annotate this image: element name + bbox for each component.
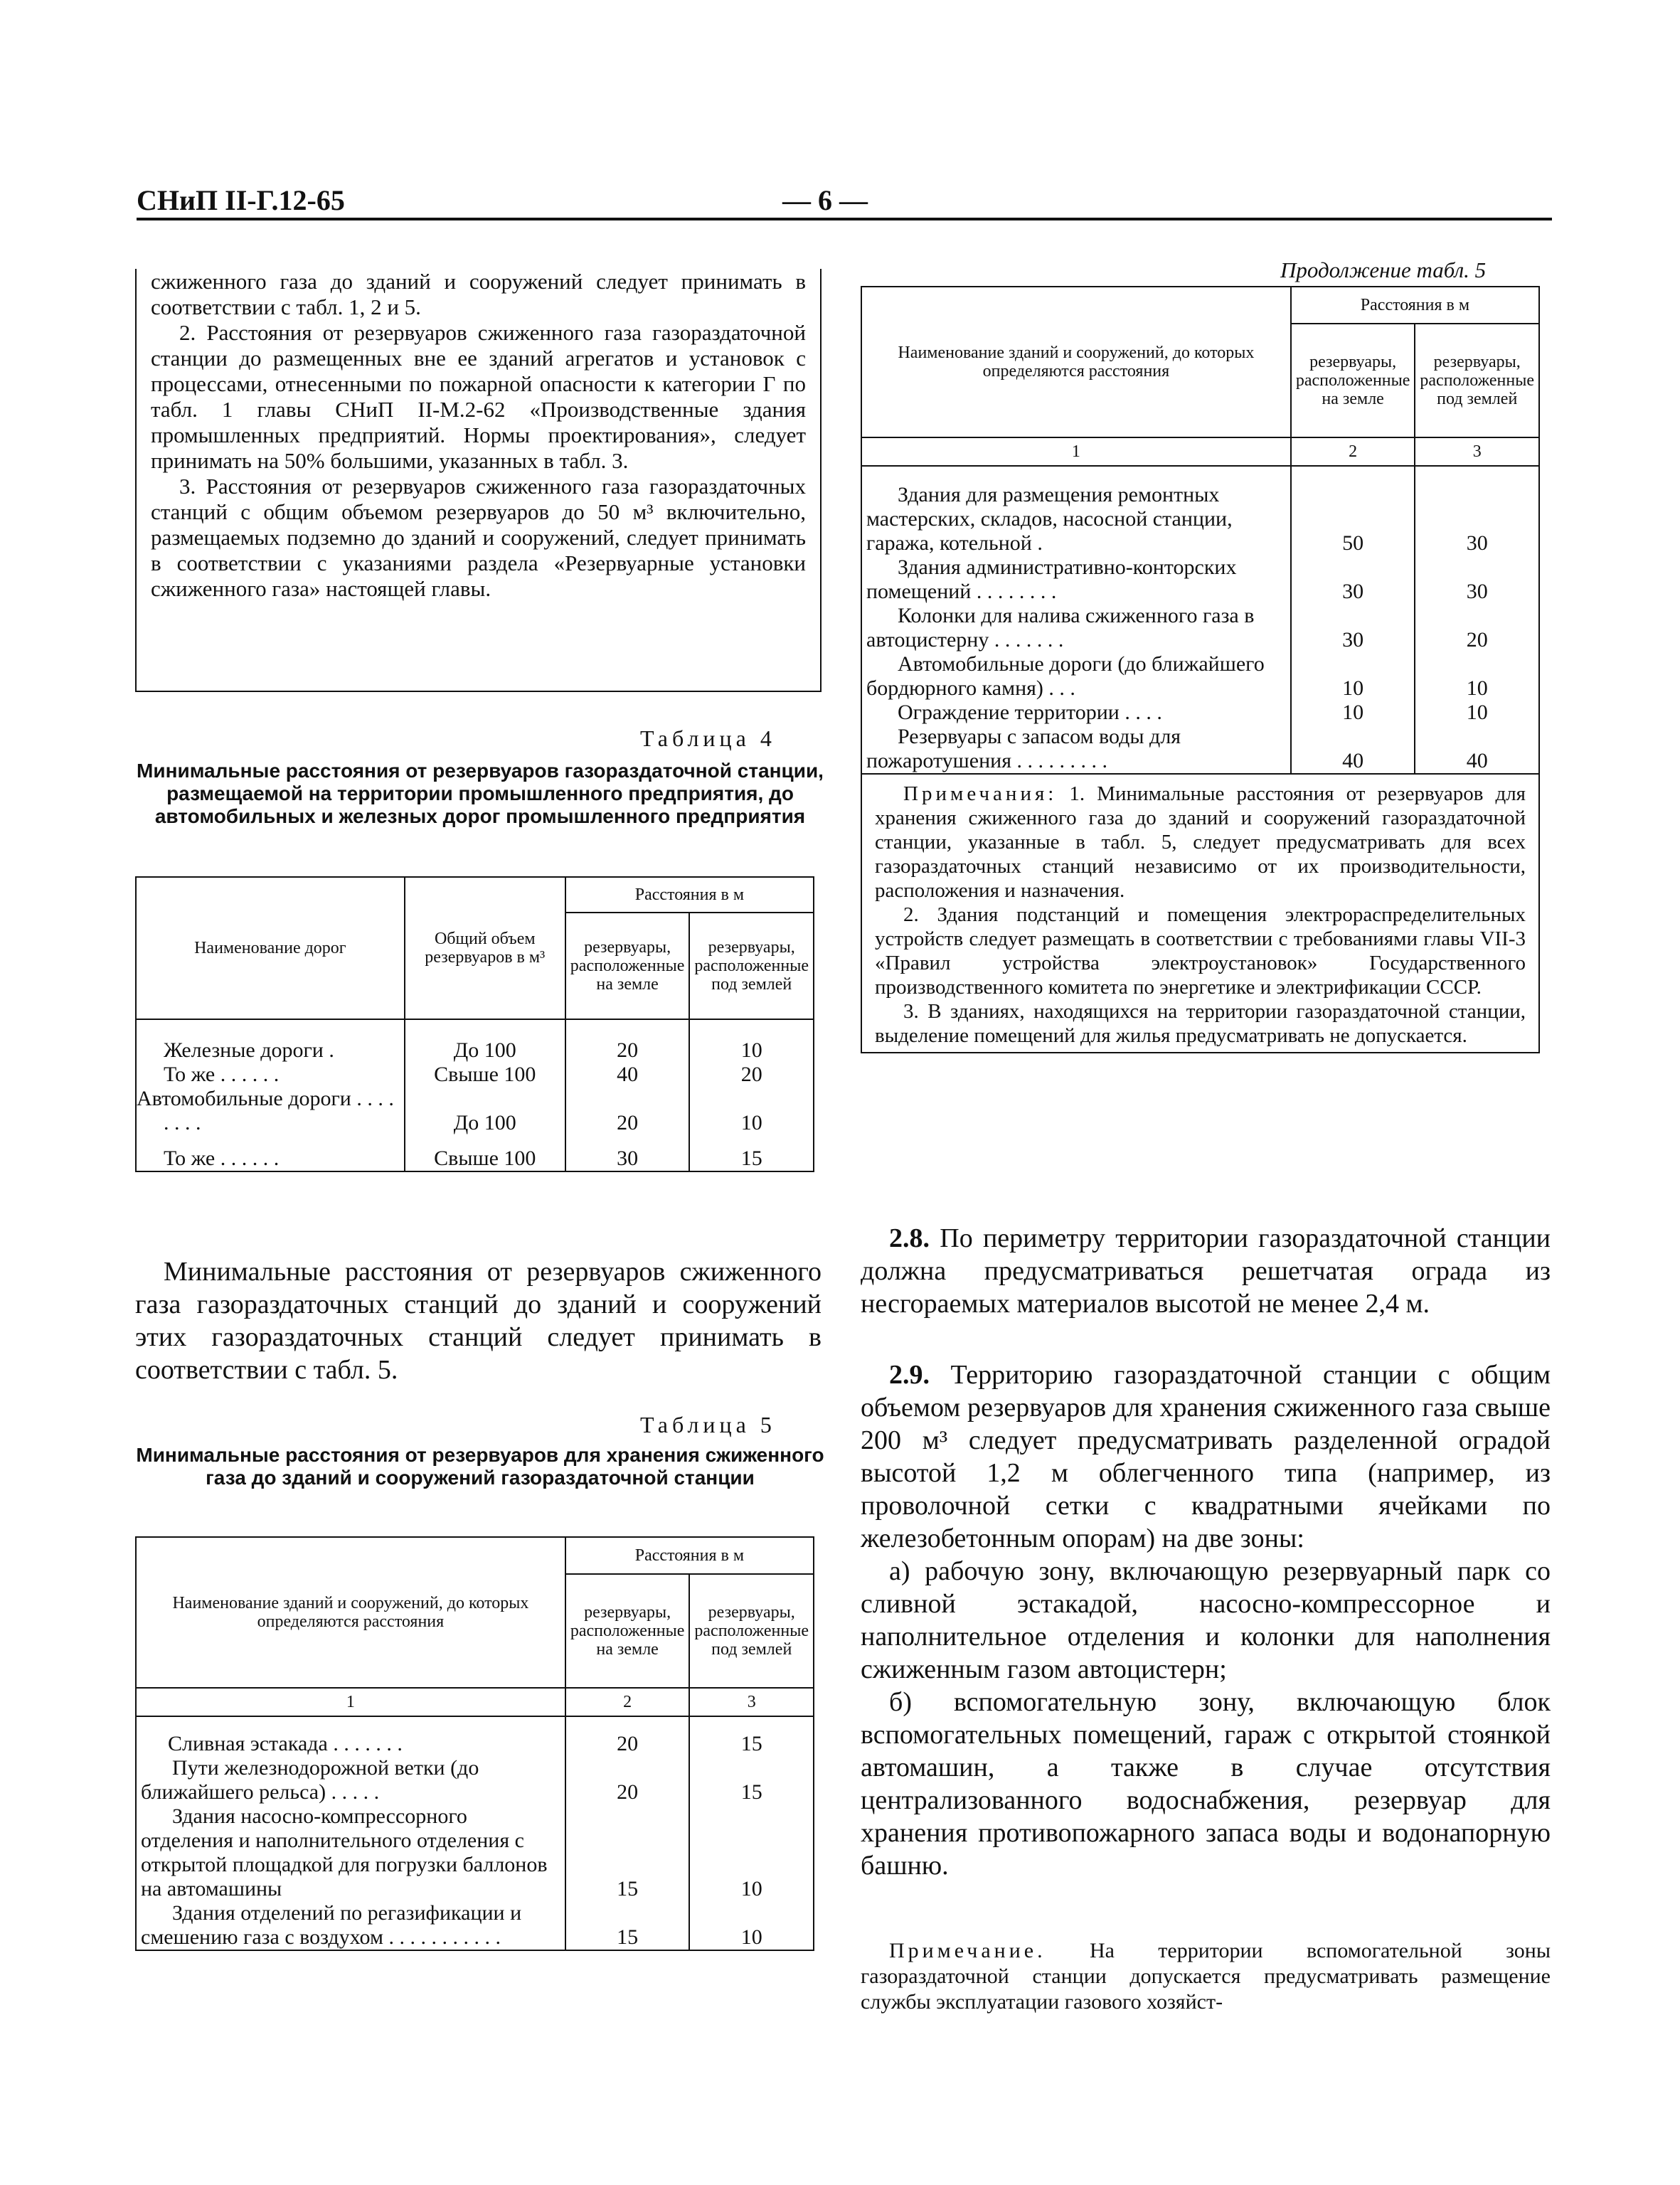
table5-colnum-2: 2 [565,1688,690,1716]
table5-header-group: Расстояния в м [565,1537,814,1574]
table5-note-2: 2. Здания подстанций и помещения электрораспределительных устройств следует размещать в соответствии с требованиями главы VII-3 «Правил устройства электроустановок» Государственного производственного комитета по энергетике и электрификации СССР. [875,903,1526,999]
table5-cell-name: Колонки для налива сжиженного газа в автоцистерну . . . . . . . [861,604,1291,652]
table5-title: Минимальные расстояния от резервуаров для хранения сжиженного газа до зданий и сооружений газораздаточной станции [136,1444,824,1489]
table-row [136,1019,814,1063]
table5-header-below: резервуары, расположенные под землей [1415,324,1539,437]
table4-cell-volume: Свыше 100 [405,1135,565,1171]
table5-cell-above: 30 [1291,555,1415,604]
table5-cell-above: 50 [1291,466,1415,555]
table5-cell-below: 20 [1415,604,1539,652]
table4-header-above: резервуары, расположенные на земле [565,913,690,1019]
paragraph-text: Минимальные расстояния от резервуаров сжиженного газа газораздаточных станций до зданий и сооружений этих газораздаточных станций следует принимать в соответствии с табл. 5. [135,1257,822,1385]
section-item-b: б) вспомогательную зону, включающую блок вспомогательных помещений, гараж с открытой стоянкой автомашин, а также в случае отсутствия централизованного водоснабжения, резервуар для хранения противопожарного запаса воды и водонапорную башню. [861,1687,1551,1881]
table5-header-above: резервуары, расположенные на земле [1291,324,1415,437]
table4-cell-above: 40 [565,1063,690,1087]
table-row [136,1087,814,1135]
table4-header-below: резервуары, расположенные под землей [689,913,814,1019]
table5-cell-below: 15 [689,1756,814,1804]
table4-cell-volume: Свыше 100 [405,1063,565,1087]
table5-cell-name: Здания административно-конторских помещений . . . . . . . . [861,555,1291,604]
note-3: 3. Расстояния от резервуаров сжиженного газа газораздаточных станций с общим объемом резервуаров до 50 м³ включительно, размещаемых подземно до зданий и сооружений, следует принимать в соответствии с указаниями раздела «Резервуарные установки сжиженного газа» настоящей главы. [151,474,806,601]
table4-header-volume: Общий объем резервуаров в м³ [405,877,565,1019]
table5-note-3: 3. В зданиях, находящихся на территории газораздаточной станции, выделение помещений для жилья предусматривать не допускается. [875,1000,1526,1047]
table4-header-name: Наименование дорог [136,877,405,1019]
table5-cell-below: 40 [1415,725,1539,774]
table5-cell-name: Пути железнодорожной ветки (до ближайшего рельса) . . . . . [136,1756,565,1804]
table5-header-name: Наименование зданий и сооружений, до которых определяются расстояния [861,287,1291,437]
table5-cell-above: 30 [1291,604,1415,652]
table5-cell-below: 15 [689,1716,814,1756]
header-rule [137,218,1552,220]
table5-notes [861,774,1539,1053]
section-number: 2.8. [889,1223,930,1253]
table5-cell-above: 15 [565,1804,690,1901]
table5-colnum-2: 2 [1291,437,1415,466]
table5-cell-below: 10 [1415,701,1539,725]
table4-cell-name: Автомобильные дороги . . . . . . . . [136,1087,405,1135]
table4-cell-below: 20 [689,1063,814,1087]
table-row [861,701,1539,725]
table5-colnum-3: 3 [1415,437,1539,466]
table5-cell-name: Сливная эстакада . . . . . . . [136,1716,565,1756]
note-2: 2. Расстояния от резервуаров сжиженного газа газораздаточной станции до размещенных вне ее зданий агрегатов и установок с процессами, отнесенными по пожарной опасности к категории Г по табл. 1 главы СНиП II-М.2-62 «Производственные здания промышленных предприятий. Нормы проектирования», следует принимать на 50% большими, указанных в табл. 3. [151,320,806,473]
table-row [136,1901,814,1950]
notes-continuation [135,269,822,692]
table-row [136,1804,814,1901]
table4-title: Минимальные расстояния от резервуаров газораздаточной станции, размещаемой на территории промышленного предприятия, до автомобильных и железных дорог промышленного предприятия [137,760,824,827]
section-text: По периметру территории газораздаточной станции должна предусматриваться решетчатая ограда из несгораемых материалов высотой не менее 2,4 м. [861,1223,1551,1319]
table4-cell-name: То же . . . . . . [136,1135,405,1171]
table-row [861,652,1539,701]
table5-header-above: резервуары, расположенные на земле [565,1574,690,1688]
table5-cell-above: 10 [1291,701,1415,725]
table4-cell-volume: До 100 [405,1019,565,1063]
table5-colnum-1: 1 [861,437,1291,466]
final-note [861,1938,1551,2015]
table5-cell-name: Здания для размещения ремонтных мастерских, складов, насосной станции, гаража, котельной . [861,466,1291,555]
table4-cell-above: 20 [565,1019,690,1063]
table5-cell-below: 10 [689,1804,814,1901]
table4-cell-above: 20 [565,1087,690,1135]
table5-cell-name: Здания насосно-компрессорного отделения и наполнительного отделения с открытой площадкой для погрузки баллонов на автомашины [136,1804,565,1901]
table5-cell-name: Ограждение территории . . . . [861,701,1291,725]
table5-colnum-1: 1 [136,1688,565,1716]
table4-label: Таблица 4 [640,725,776,751]
table4-cell-name: То же . . . . . . [136,1063,405,1087]
note-continued: сжиженного газа до зданий и сооружений следует принимать в соответствии с табл. 1, 2 и 5. [151,269,806,319]
table4-cell-below: 15 [689,1135,814,1171]
table5-cell-above: 20 [565,1756,690,1804]
document-code: СНиП II-Г.12-65 [137,184,345,216]
table-row [136,1756,814,1804]
table-row [136,1716,814,1756]
table5-cell-name: Резервуары с запасом воды для пожаротушения . . . . . . . . . [861,725,1291,774]
table-row [861,466,1539,555]
table5-cell-below: 10 [689,1901,814,1950]
table4-cell-name: Железные дороги . [136,1019,405,1063]
table5-part1 [135,1536,814,1951]
table4-cell-above: 30 [565,1135,690,1171]
table5-continued-label: Продолжение табл. 5 [1280,257,1487,282]
table-row [136,1135,814,1171]
table5-label: Таблица 5 [640,1412,776,1437]
table5-cell-name: Здания отделений по регазификации и смешению газа с воздухом . . . . . . . . . . . [136,1901,565,1950]
table5-cell-name: Автомобильные дороги (до ближайшего бордюрного камня) . . . [861,652,1291,701]
final-note-text: На территории вспомогательной зоны газораздаточной станции допускается предусматривать размещение службы эксплуатации газового хозяйст- [861,1939,1551,2014]
table5-notes-heading: Примечания: [903,782,1058,805]
table-row [861,604,1539,652]
table5-cell-below: 30 [1415,555,1539,604]
table5-part2 [861,286,1540,1053]
section-2-8 [861,1222,1551,1320]
table5-cell-above: 20 [565,1716,690,1756]
table5-colnum-3: 3 [689,1688,814,1716]
table5-header-name: Наименование зданий и сооружений, до которых определяются расстояния [136,1537,565,1688]
page-number: — 6 — [782,184,868,216]
table5-cell-above: 40 [1291,725,1415,774]
table5-header-group: Расстояния в м [1291,287,1539,324]
table4-cell-below: 10 [689,1087,814,1135]
table5-cell-above: 10 [1291,652,1415,701]
table5-cell-above: 15 [565,1901,690,1950]
table4-header-group: Расстояния в м [565,877,814,913]
table-row [861,555,1539,604]
table5-note-1: 1. Минимальные расстояния от резервуаров для хранения сжиженного газа до зданий и сооружений газораздаточной станции, указанные в табл. 5, следует предусматривать для всех газораздаточных станций независимо от их производительности, расположения и назначения. [875,782,1526,902]
table5-cell-below: 10 [1415,652,1539,701]
table-row [861,725,1539,774]
final-note-heading: Примечание. [889,1939,1046,1962]
section-text: Территорию газораздаточной станции с общим объемом резервуаров для хранения сжиженного газа свыше 200 м³ следует предусматривать разделенной оградой высотой 1,2 м облегченного типа (например, из проволочной сетки с квадратными ячейками по железобетонным опорам) на две зоны: [861,1360,1551,1553]
section-number: 2.9. [889,1360,930,1390]
table4 [135,876,814,1172]
section-2-9 [861,1359,1551,1882]
table4-cell-below: 10 [689,1019,814,1063]
paragraph-table5-intro [135,1255,822,1386]
table5-cell-below: 30 [1415,466,1539,555]
table5-header-below: резервуары, расположенные под землей [689,1574,814,1688]
table4-cell-volume: До 100 [405,1087,565,1135]
table-row [136,1063,814,1087]
section-item-a: а) рабочую зону, включающую резервуарный парк со сливной эстакадой, насосно-компрессорное и наполнительное отделения и колонки для наполнения сжиженным газом автоцистерн; [861,1556,1551,1684]
